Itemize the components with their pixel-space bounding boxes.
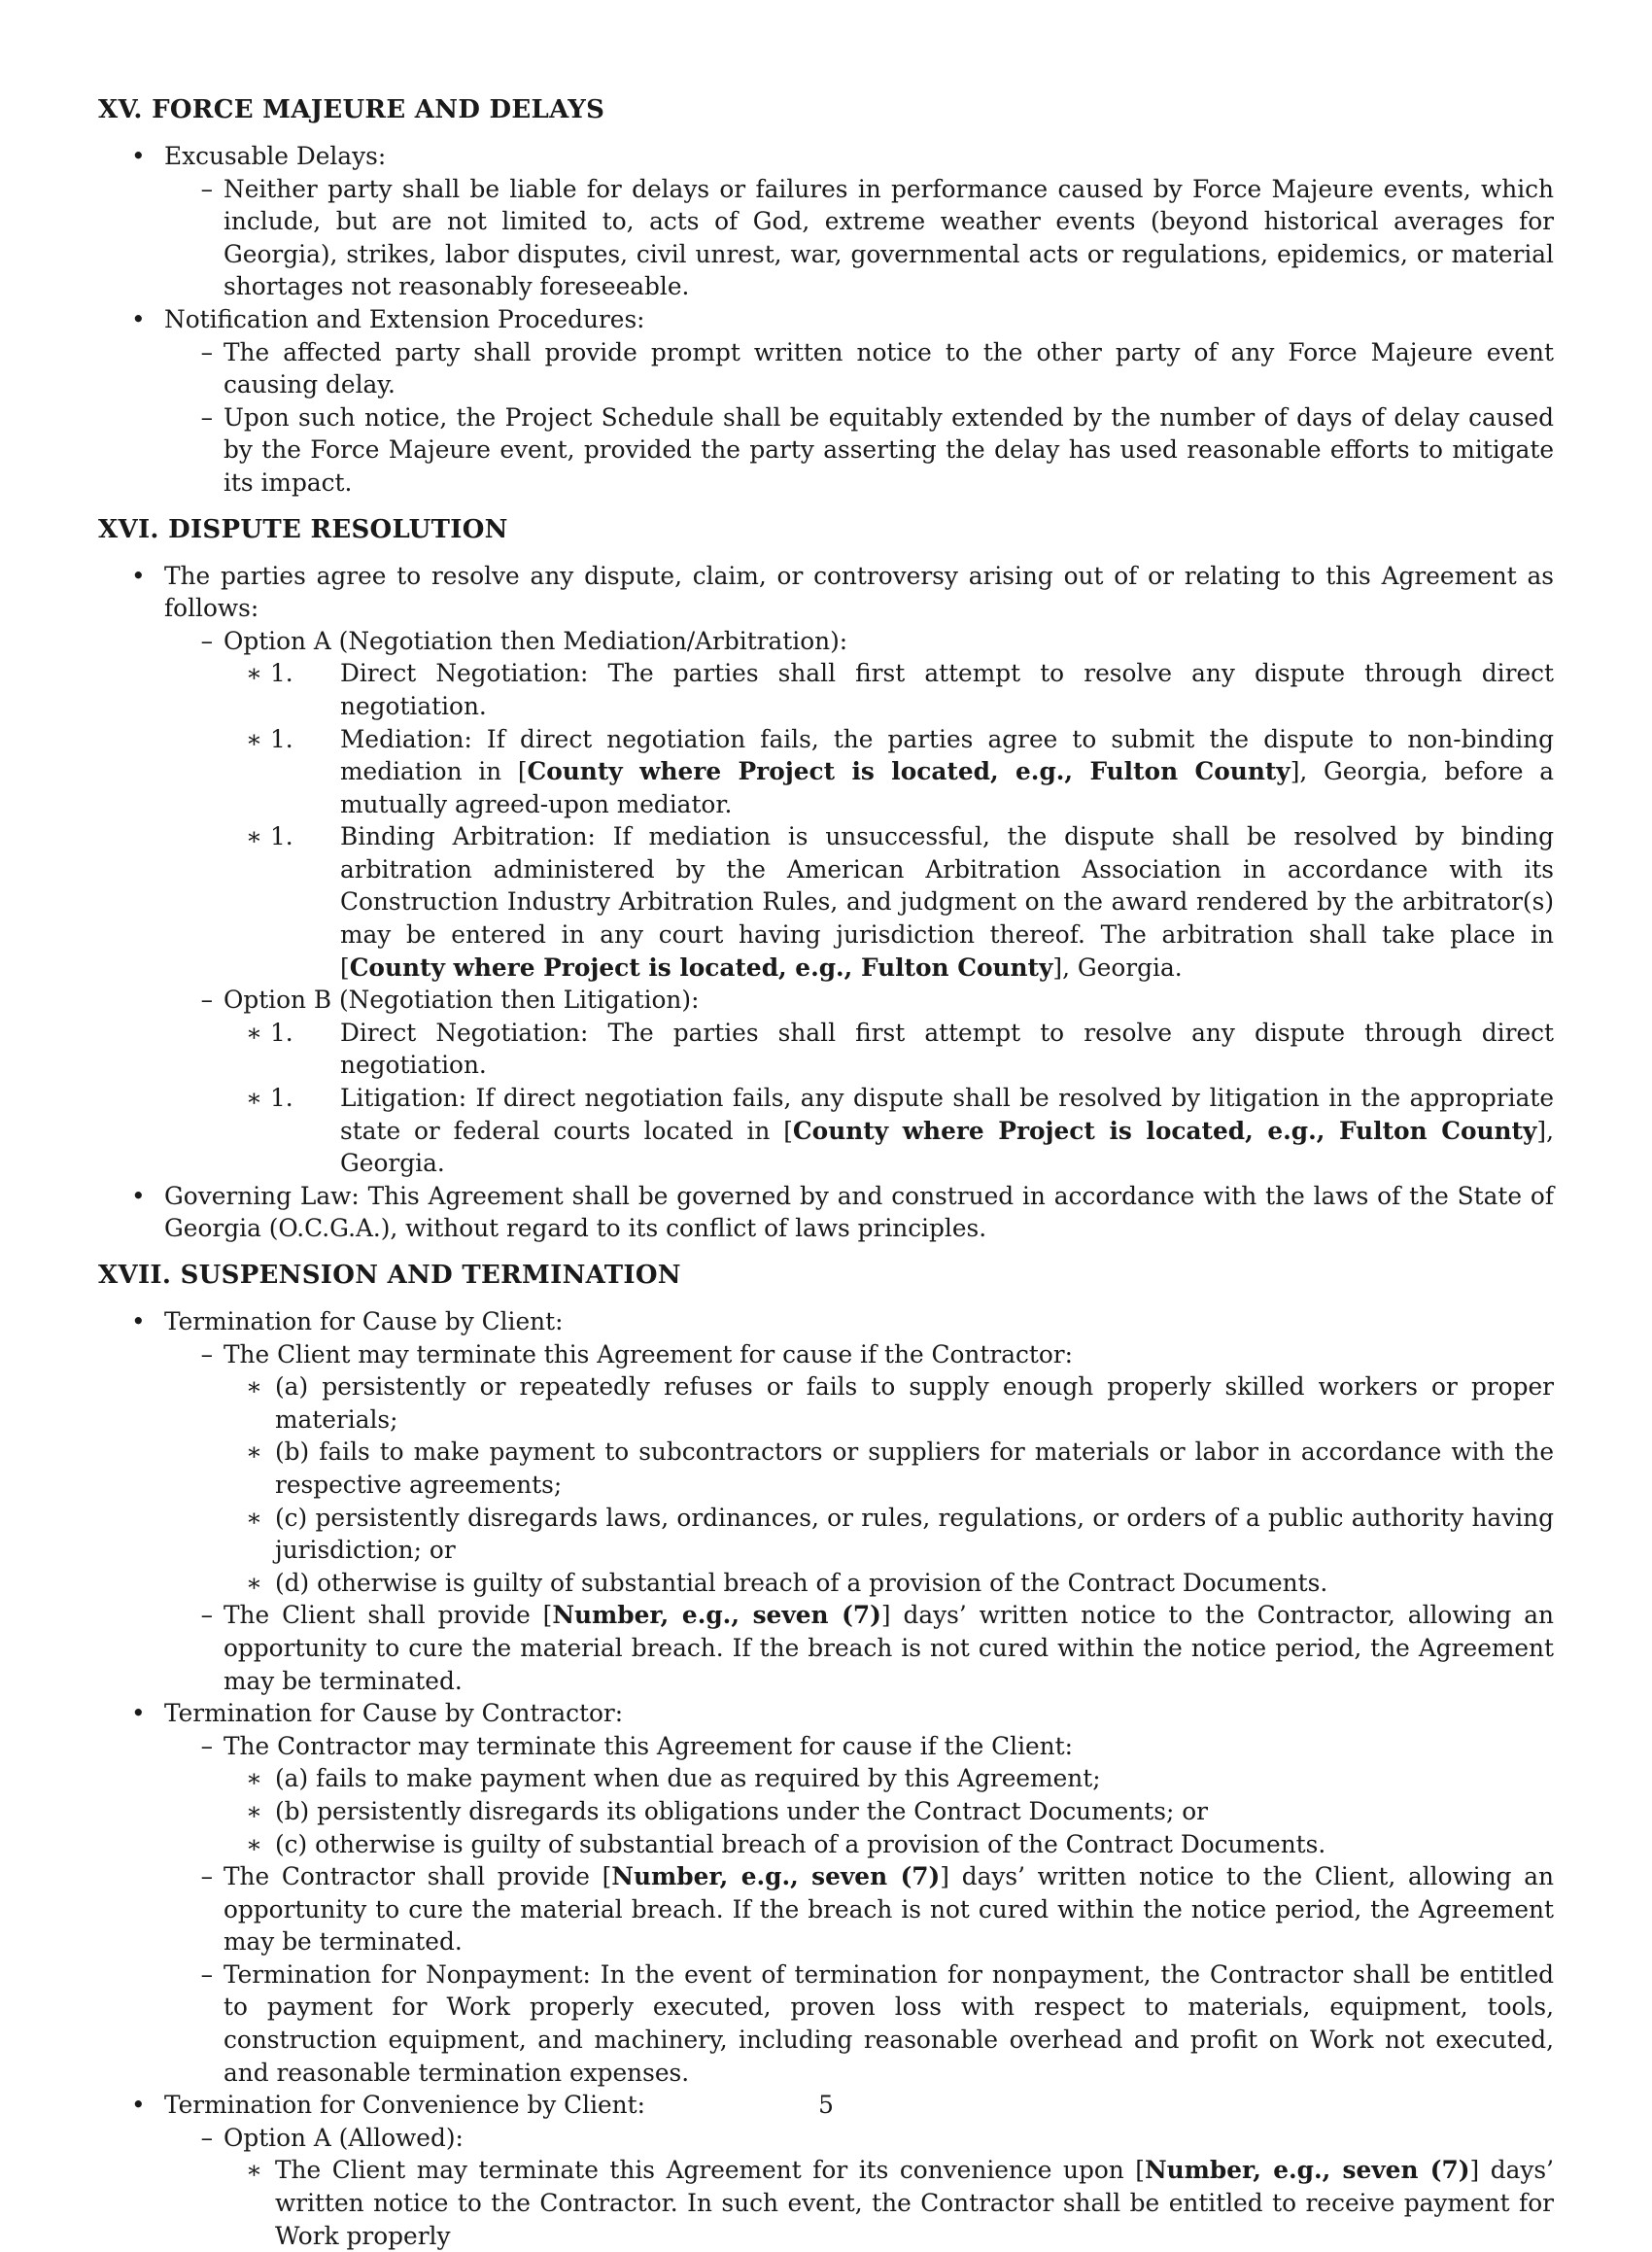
option-label: Option A (Negotiation then Mediation/Arbitration): <box>224 626 848 655</box>
star-marker: ∗ <box>246 1829 262 1858</box>
item-text: (c) otherwise is guilty of substantial breach of a provision of the Contract Documents. <box>275 1829 1326 1858</box>
item-label: Termination for Convenience by Client: <box>164 2091 645 2120</box>
item-text: (d) otherwise is guilty of substantial breach of a provision of the Contract Documents. <box>275 1568 1328 1597</box>
dispute-resolution-list <box>98 560 1554 1245</box>
section-heading-dispute-resolution: XVI. DISPUTE RESOLUTION <box>98 514 508 544</box>
placeholder-county: County where Project is located, e.g., Fulton County <box>527 757 1291 786</box>
option-label: Option A (Allowed): <box>224 2123 464 2152</box>
list-item <box>224 1370 1554 1436</box>
list-item <box>164 401 1554 500</box>
bracket-close: ] <box>940 1862 949 1891</box>
item-text: Direct Negotiation: The parties shall first attempt to resolve any dispute through direct negotiation. <box>340 1018 1554 1080</box>
list-item <box>224 1082 1554 1180</box>
list-item <box>164 625 1554 985</box>
item-text: (b) persistently disregards its obligations under the Contract Documents; or <box>275 1796 1209 1825</box>
placeholder-days: Number, e.g., seven (7) <box>1144 2156 1470 2185</box>
page-number: 5 <box>818 2091 834 2119</box>
item-text: (c) persistently disregards laws, ordinances, or rules, regulations, or orders of a public authority having jurisdiction; or <box>275 1503 1554 1565</box>
dash-marker: – <box>200 1601 213 1630</box>
item-text: days’ written notice to the Client, allowing an opportunity to cure the material breach. If the breach is not cured within the notice period, the Agreement may be terminated. <box>224 1862 1554 1957</box>
document-page <box>98 93 1554 2252</box>
item-text: Mediation: If direct negotiation fails, the parties agree to submit the dispute to non-binding mediation in <box>340 724 1554 786</box>
list-item <box>164 1338 1554 1600</box>
item-text: days’ written notice to the Contractor, allowing an opportunity to cure the material breach. If the breach is not cured within the notice period, the Agreement may be terminated. <box>224 1601 1554 1695</box>
bracket-open: [ <box>340 953 350 982</box>
bullet-marker: • <box>131 1307 146 1335</box>
item-text: , Georgia. <box>1062 953 1183 982</box>
item-text: The parties agree to resolve any dispute, claim, or controversy arising out of or relating to this Agreement as follows: <box>164 561 1554 623</box>
item-label: Excusable Delays: <box>164 142 387 170</box>
dash-marker: – <box>200 2123 213 2152</box>
item-number: 1. <box>270 1084 293 1113</box>
list-item <box>224 1828 1554 1861</box>
bracket-close: ] <box>1469 2156 1480 2185</box>
item-text: The affected party shall provide prompt written notice to the other party of any Force Majeure event causing delay. <box>224 337 1554 399</box>
list-item <box>224 1567 1554 1600</box>
dash-marker: – <box>200 402 213 432</box>
dash-marker: – <box>200 626 213 655</box>
dash-marker: – <box>200 1862 213 1891</box>
section-heading-suspension-termination: XVII. SUSPENSION AND TERMINATION <box>98 1261 681 1290</box>
list-item <box>224 820 1554 984</box>
item-text: The Contractor may terminate this Agreement for cause if the Client: <box>224 1731 1073 1760</box>
list-item <box>164 1958 1554 2089</box>
bullet-marker: • <box>131 1699 146 1728</box>
list-item <box>224 657 1554 722</box>
star-marker: ∗ <box>246 1568 262 1597</box>
list-item <box>98 140 1554 303</box>
bullet-marker: • <box>131 304 146 333</box>
bracket-open: [ <box>542 1601 553 1630</box>
item-text: , Georgia. <box>340 1116 1554 1178</box>
dash-marker: – <box>200 1959 213 1989</box>
star-marker: ∗ <box>246 822 262 851</box>
list-item <box>164 173 1554 303</box>
placeholder-county: County where Project is located, e.g., Fulton County <box>349 953 1053 982</box>
star-marker: ∗ <box>246 1372 262 1402</box>
list-item <box>164 1860 1554 1958</box>
option-label: Option B (Negotiation then Litigation): <box>224 986 700 1015</box>
item-number: 1. <box>270 724 293 753</box>
list-item <box>98 1305 1554 1697</box>
item-label: Notification and Extension Procedures: <box>164 304 645 333</box>
item-text: The Client may terminate this Agreement for cause if the Contractor: <box>224 1339 1073 1369</box>
list-item <box>164 1599 1554 1697</box>
star-marker: ∗ <box>246 1796 262 1825</box>
item-text: Neither party shall be liable for delays or failures in performance caused by Force Majeure events, which include, but are not limited to, acts of God, extreme weather events (beyond historical averages for Georgia), strikes, labor disputes, civil unrest, war, governmental acts or regulations, epidemics, or material shortages not reasonably foreseeable. <box>224 174 1554 301</box>
list-item <box>224 723 1554 821</box>
item-text: , Georgia, before a mutually agreed-upon mediator. <box>340 757 1554 818</box>
bracket-open: [ <box>602 1862 612 1891</box>
star-marker: ∗ <box>246 1084 262 1113</box>
item-text: The Contractor shall provide <box>224 1862 602 1891</box>
bracket-close: ] <box>1536 1116 1547 1145</box>
item-text: Termination for Nonpayment: In the event of termination for nonpayment, the Contractor shall be entitled to payment for Work properly executed, proven loss with respect to materials, equipment, tools, construction equipment, and machinery, including reasonable overhead and profit on Work not executed, and reasonable termination expenses. <box>224 1959 1554 2087</box>
item-text: (b) fails to make payment to subcontractors or suppliers for materials or labor in accordance with the respective agreements; <box>275 1438 1554 1499</box>
dash-marker: – <box>200 174 213 203</box>
list-item <box>98 303 1554 500</box>
bullet-marker: • <box>131 561 146 590</box>
star-marker: ∗ <box>246 1764 262 1793</box>
item-text: The Client shall provide <box>224 1601 543 1630</box>
item-text: The Client may terminate this Agreement for its convenience upon <box>275 2156 1136 2185</box>
list-item <box>164 336 1554 401</box>
bracket-open: [ <box>783 1116 793 1145</box>
item-number: 1. <box>270 822 293 851</box>
bracket-close: ] <box>1290 757 1300 786</box>
list-item <box>224 1436 1554 1501</box>
dash-marker: – <box>200 1339 213 1369</box>
bullet-marker: • <box>131 1181 146 1210</box>
force-majeure-list <box>98 140 1554 500</box>
list-item <box>224 1762 1554 1795</box>
star-marker: ∗ <box>246 1018 262 1047</box>
item-number: 1. <box>270 1018 293 1047</box>
bracket-open: [ <box>1135 2156 1145 2185</box>
star-marker: ∗ <box>246 724 262 753</box>
bracket-close: ] <box>1052 953 1063 982</box>
star-marker: ∗ <box>246 1503 262 1532</box>
item-label: Termination for Cause by Contractor: <box>164 1699 624 1728</box>
placeholder-county: County where Project is located, e.g., Fulton County <box>792 1116 1537 1145</box>
item-text: (a) fails to make payment when due as required by this Agreement; <box>275 1764 1101 1793</box>
list-item <box>164 984 1554 1180</box>
bullet-marker: • <box>131 2091 146 2120</box>
dash-marker: – <box>200 986 213 1015</box>
item-text: Direct Negotiation: The parties shall first attempt to resolve any dispute through direct negotiation. <box>340 659 1554 720</box>
item-text: days’ written notice to the Contractor. In such event, the Contractor shall be entitled to receive payment for Work properly <box>275 2156 1555 2250</box>
star-marker: ∗ <box>246 1438 262 1467</box>
list-item <box>98 560 1554 1180</box>
star-marker: ∗ <box>246 659 262 688</box>
placeholder-days: Number, e.g., seven (7) <box>552 1601 881 1630</box>
item-text: Upon such notice, the Project Schedule shall be equitably extended by the number of days of delay caused by the Force Majeure event, provided the party asserting the delay has used reasonable efforts to mitigate its impact. <box>224 402 1554 497</box>
item-text: Binding Arbitration: If mediation is unsuccessful, the dispute shall be resolved by binding arbitration administered by the American Arbitration Association in accordance with its Construction Industry Arbitration Rules, and judgment on the award rendered by the arbitrator(s) may be entered in any court having jurisdiction thereof. The arbitration shall take place in <box>340 822 1554 950</box>
item-number: 1. <box>270 659 293 688</box>
dash-marker: – <box>200 337 213 366</box>
placeholder-days: Number, e.g., seven (7) <box>611 1862 941 1891</box>
item-text: Litigation: If direct negotiation fails, any dispute shall be resolved by litigation in the appropriate state or federal courts located in <box>340 1084 1554 1145</box>
list-item <box>224 1795 1554 1828</box>
list-item <box>224 2154 1554 2252</box>
list-item <box>98 1180 1554 1245</box>
item-label: Termination for Cause by Client: <box>164 1307 564 1335</box>
bracket-close: ] <box>880 1601 891 1630</box>
bracket-open: [ <box>517 757 528 786</box>
dash-marker: – <box>200 1731 213 1760</box>
list-item <box>98 1697 1554 2089</box>
star-marker: ∗ <box>246 2156 262 2185</box>
list-item <box>224 1502 1554 1567</box>
list-item <box>164 2122 1554 2252</box>
bullet-marker: • <box>131 142 146 170</box>
item-text: Governing Law: This Agreement shall be governed by and construed in accordance with the laws of the State of Georgia (O.C.G.A.), without regard to its conflict of laws principles. <box>164 1181 1554 1243</box>
section-heading-force-majeure: XV. FORCE MAJEURE AND DELAYS <box>98 95 605 124</box>
item-text: (a) persistently or repeatedly refuses or fails to supply enough properly skilled workers or proper materials; <box>275 1372 1554 1434</box>
list-item <box>224 1017 1554 1082</box>
list-item <box>164 1730 1554 1860</box>
